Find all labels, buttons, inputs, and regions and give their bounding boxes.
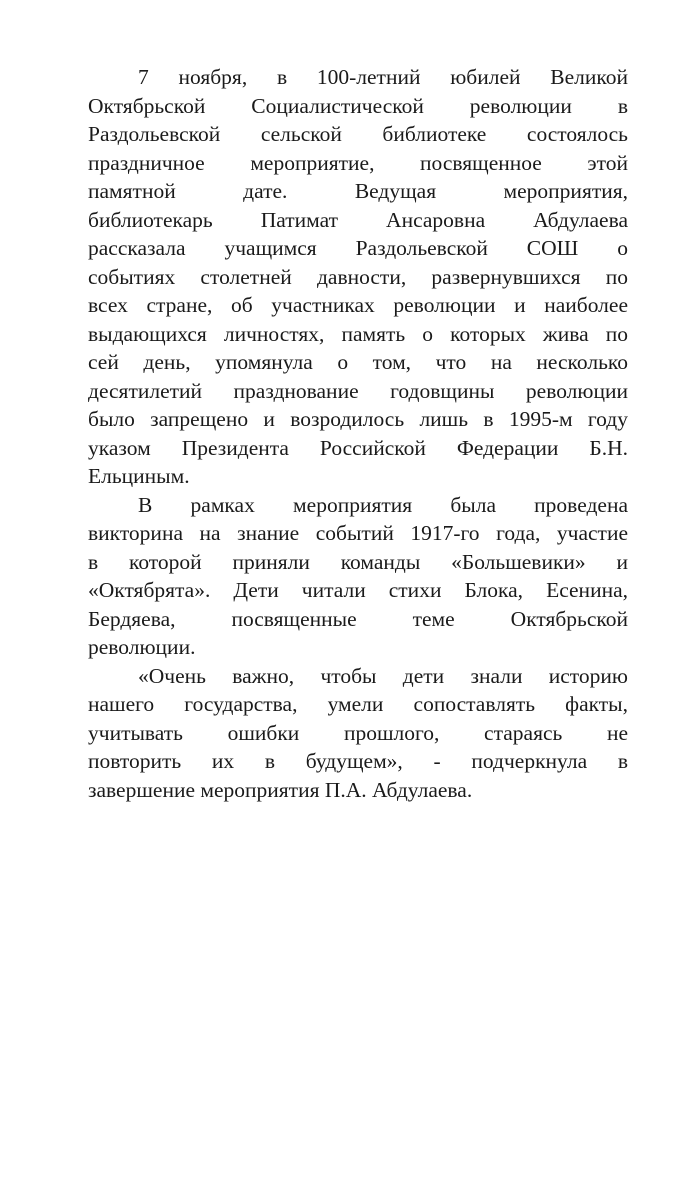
text-line: событиях столетней давности, развернувшихся по xyxy=(88,264,628,289)
text-line: выдающихся личностях, память о которых жива по xyxy=(88,321,628,346)
text-line: было запрещено и возродилось лишь в 1995-м году xyxy=(88,407,628,431)
paragraph-1 xyxy=(88,63,628,491)
text-line: учитывать ошибки прошлого, стараясь не xyxy=(88,720,628,745)
text-line: завершение мероприятия П.А. Абдулаева. xyxy=(88,777,473,802)
text-line: викторина на знание событий 1917-го года, участие xyxy=(88,521,628,545)
article-text xyxy=(88,63,628,804)
text-line: указом Президента Российской Федерации Б.Н. xyxy=(88,435,628,460)
text-line: рассказала учащимся Раздольевской СОШ о xyxy=(88,236,628,260)
text-line: 7 ноября, в 100-летний юбилей Великой xyxy=(138,65,628,89)
paragraph-3 xyxy=(88,662,628,805)
text-line: в которой приняли команды «Большевики» и xyxy=(88,549,628,574)
text-line: В рамках мероприятия была проведена xyxy=(138,492,628,517)
text-line: «Октябрята». Дети читали стихи Блока, Есенина, xyxy=(88,578,628,602)
text-line: Ельциным. xyxy=(88,464,190,488)
text-line: всех стране, об участниках революции и наиболее xyxy=(88,293,628,317)
text-line: Бердяева, посвященные теме Октябрьской xyxy=(88,606,628,631)
text-line: сей день, упомянула о том, что на несколько xyxy=(88,350,628,374)
text-line: библиотекарь Патимат Ансаровна Абдулаева xyxy=(88,207,628,232)
text-line: «Очень важно, чтобы дети знали историю xyxy=(138,663,628,688)
text-line: десятилетий празднование годовщины революции xyxy=(88,378,628,403)
text-line: праздничное мероприятие, посвященное этой xyxy=(88,150,628,175)
paragraph-2 xyxy=(88,491,628,662)
text-line: Раздольевской сельской библиотеке состоялось xyxy=(88,122,628,146)
text-line: памятной дате. Ведущая мероприятия, xyxy=(88,179,628,203)
text-line: революции. xyxy=(88,635,196,659)
text-line: нашего государства, умели сопоставлять факты, xyxy=(88,692,628,716)
text-line: Октябрьской Социалистической революции в xyxy=(88,93,628,118)
text-line: повторить их в будущем», - подчеркнула в xyxy=(88,749,628,773)
